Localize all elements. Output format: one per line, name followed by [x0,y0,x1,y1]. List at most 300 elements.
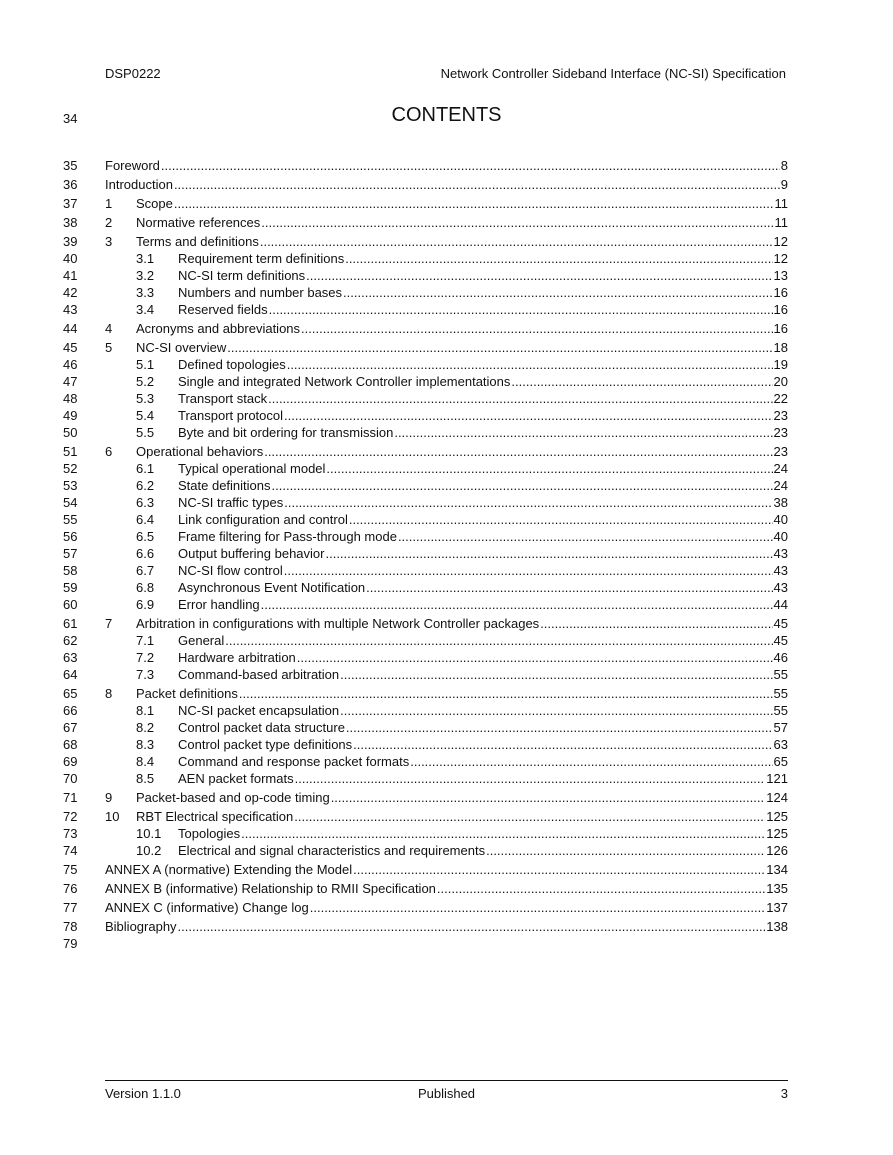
dot-leader [340,666,772,683]
toc-entry-page: 43 [773,546,788,561]
dot-leader [297,649,773,666]
toc-row [0,842,893,859]
toc-row [0,390,893,407]
toc-entry[interactable] [105,899,788,916]
toc-entry[interactable] [105,861,788,878]
toc-entry[interactable] [105,214,788,231]
dot-leader [284,562,773,579]
toc-entry-page: 40 [773,512,788,527]
toc-entry-page: 40 [773,529,788,544]
toc-entry-page: 124 [766,790,788,805]
toc-entry-number: 6.2 [136,478,155,493]
toc-entry[interactable] [105,176,788,193]
line-number: 41 [63,268,78,283]
toc-row [0,825,893,842]
toc-entry-page: 125 [766,826,788,841]
line-number: 44 [63,321,78,336]
line-number: 37 [63,196,78,211]
header-doc-id: DSP0222 [105,66,161,81]
dot-leader [264,443,772,460]
toc-entry-title: Hardware arbitration [178,650,296,665]
dot-leader [268,390,772,407]
toc-entry-title: Error handling [178,597,260,612]
toc-entry-page: 16 [773,321,788,336]
toc-entry[interactable] [136,562,788,579]
toc-entry[interactable] [105,615,788,632]
dot-leader [346,719,773,736]
dot-leader [343,284,773,301]
toc-entry-title: NC-SI packet encapsulation [178,703,340,718]
dot-leader [239,685,773,702]
toc-entry[interactable] [136,301,788,318]
table-of-contents [0,155,893,952]
dot-leader [349,511,773,528]
line-number: 68 [63,737,78,752]
toc-entry-number: 7.2 [136,650,155,665]
toc-entry-page: 11 [774,196,788,211]
toc-entry[interactable] [105,880,788,897]
dot-leader [540,615,772,632]
dot-leader [306,267,772,284]
dot-leader [366,579,772,596]
toc-entry-number: 7.3 [136,667,155,682]
line-number: 56 [63,529,78,544]
toc-row [0,753,893,770]
dot-leader [331,789,766,806]
line-number: 58 [63,563,78,578]
toc-entry[interactable] [136,825,788,842]
toc-entry[interactable] [136,373,788,390]
dot-leader [294,808,765,825]
dot-leader [287,356,773,373]
dot-leader [310,899,766,916]
dot-leader [260,233,773,250]
line-number: 66 [63,703,78,718]
dot-leader [284,407,773,424]
line-number: 47 [63,374,78,389]
toc-row [0,477,893,494]
toc-entry-title: Single and integrated Network Controller implementations [178,374,511,389]
toc-entry-title: Defined topologies [178,357,286,372]
toc-entry-page: 135 [766,881,788,896]
dot-leader [241,825,765,842]
toc-row [0,702,893,719]
line-number: 49 [63,408,78,423]
toc-entry-number: 5.5 [136,425,155,440]
toc-entry-page: 43 [773,563,788,578]
toc-row [0,407,893,424]
dot-leader [261,214,773,231]
toc-entry-page: 138 [766,919,788,934]
toc-row [0,460,893,477]
line-number: 79 [63,936,78,951]
toc-row [0,250,893,267]
toc-entry-title: ANNEX A (normative) Extending the Model [105,862,353,877]
toc-entry[interactable] [136,702,788,719]
dot-leader [261,596,773,613]
toc-entry[interactable] [105,233,788,250]
toc-entry-title: Normative references [136,215,261,230]
toc-entry-title: Typical operational model [178,461,326,476]
toc-row [0,356,893,373]
toc-row [0,685,893,702]
toc-entry-title: Transport stack [178,391,268,406]
toc-entry-number: 6.8 [136,580,155,595]
toc-entry-title: Reserved fields [178,302,268,317]
toc-entry-page: 45 [773,616,788,631]
line-number: 36 [63,177,78,192]
toc-entry[interactable] [105,789,788,806]
line-number: 48 [63,391,78,406]
toc-entry-page: 13 [773,268,788,283]
toc-entry-number: 10.1 [136,826,162,841]
toc-entry-number: 6.9 [136,597,155,612]
line-number: 46 [63,357,78,372]
toc-entry-title: Requirement term definitions [178,251,345,266]
toc-entry-page: 24 [773,461,788,476]
dot-leader [394,424,772,441]
toc-entry-title: Packet definitions [136,686,238,701]
toc-entry-number: 8.5 [136,771,155,786]
line-number: 57 [63,546,78,561]
page-title: CONTENTS [391,104,502,126]
toc-row [0,424,893,441]
toc-entry-number: 3.1 [136,251,155,266]
toc-entry-page: 134 [766,862,788,877]
toc-entry-number: 5.4 [136,408,155,423]
toc-entry[interactable] [136,424,788,441]
toc-entry-page: 16 [773,285,788,300]
toc-entry-page: 57 [773,720,788,735]
line-number: 55 [63,512,78,527]
line-number: 52 [63,461,78,476]
line-number: 50 [63,425,78,440]
toc-row [0,157,893,174]
title-line-number: 34 [63,111,78,126]
toc-entry[interactable] [136,632,788,649]
toc-entry[interactable] [136,494,788,511]
line-number: 75 [63,862,78,877]
toc-entry-title: Foreword [105,158,160,173]
toc-entry[interactable] [136,267,788,284]
toc-entry-page: 44 [773,597,788,612]
toc-row [0,195,893,212]
toc-entry-title: ANNEX B (informative) Relationship to RMII Specification [105,881,436,896]
toc-row [0,596,893,613]
toc-entry-title: Acronyms and abbreviations [136,321,301,336]
toc-row [0,320,893,337]
toc-entry[interactable] [136,649,788,666]
toc-entry-number: 7.1 [136,633,155,648]
toc-entry-number: 5.2 [136,374,155,389]
dot-leader [174,176,780,193]
toc-entry[interactable] [136,460,788,477]
toc-entry-page: 121 [766,771,788,786]
toc-entry[interactable] [136,511,788,528]
toc-entry-title: NC-SI flow control [178,563,283,578]
toc-row [0,214,893,231]
toc-entry[interactable] [136,545,788,562]
toc-row [0,770,893,787]
toc-entry-title: Operational behaviors [136,444,264,459]
line-number: 39 [63,234,78,249]
line-number: 69 [63,754,78,769]
toc-row [0,284,893,301]
dot-leader [178,918,766,935]
toc-row [0,918,893,935]
toc-row [0,789,893,806]
dot-leader [340,702,772,719]
dot-leader [301,320,773,337]
dot-leader [398,528,773,545]
toc-entry[interactable] [136,666,788,683]
toc-entry-page: 23 [773,425,788,440]
toc-entry-title: NC-SI traffic types [178,495,284,510]
toc-entry[interactable] [105,157,788,174]
toc-entry-page: 55 [773,686,788,701]
toc-entry[interactable] [136,356,788,373]
toc-entry-page: 55 [773,703,788,718]
toc-row [0,562,893,579]
line-number: 73 [63,826,78,841]
dot-leader [284,494,772,511]
toc-entry-page: 23 [773,444,788,459]
toc-entry-title: Arbitration in configurations with multiple Network Controller packages [136,616,540,631]
toc-entry-number: 5.3 [136,391,155,406]
dot-leader [325,545,772,562]
line-number: 64 [63,667,78,682]
line-number: 67 [63,720,78,735]
toc-entry-title: Control packet type definitions [178,737,353,752]
toc-entry[interactable] [136,842,788,859]
line-number: 38 [63,215,78,230]
toc-entry-title: NC-SI overview [136,340,227,355]
toc-entry-page: 55 [773,667,788,682]
toc-entry-title: Output buffering behavior [178,546,325,561]
dot-leader [295,770,766,787]
toc-row [0,545,893,562]
toc-entry-page: 45 [773,633,788,648]
toc-entry-page: 125 [766,809,788,824]
toc-entry-title: Numbers and number bases [178,285,343,300]
toc-entry-number: 2 [105,215,113,230]
toc-entry[interactable] [136,736,788,753]
dot-leader [161,157,780,174]
toc-row [0,373,893,390]
toc-entry-title: AEN packet formats [178,771,294,786]
toc-entry-number: 5.1 [136,357,155,372]
toc-entry-number: 7 [105,616,113,631]
toc-entry-page: 65 [773,754,788,769]
toc-entry-page: 19 [773,357,788,372]
dot-leader [227,339,772,356]
toc-entry[interactable] [105,339,788,356]
dot-leader [353,736,772,753]
toc-entry[interactable] [136,753,788,770]
toc-entry[interactable] [136,390,788,407]
line-number: 76 [63,881,78,896]
footer-status: Published [417,1086,476,1101]
toc-entry[interactable] [105,918,788,935]
toc-row [0,880,893,897]
line-number: 65 [63,686,78,701]
dot-leader [486,842,765,859]
line-number: 72 [63,809,78,824]
toc-entry-title: Topologies [178,826,241,841]
toc-entry-number: 4 [105,321,113,336]
toc-entry-title: Terms and definitions [136,234,259,249]
toc-entry-page: 16 [773,302,788,317]
toc-row [0,579,893,596]
toc-entry[interactable] [105,685,788,702]
toc-row [0,615,893,632]
toc-entry-page: 18 [773,340,788,355]
toc-entry-number: 1 [105,196,113,211]
toc-entry-number: 8.4 [136,754,155,769]
toc-entry-page: 12 [773,251,788,266]
toc-entry-title: General [178,633,225,648]
toc-entry[interactable] [136,407,788,424]
toc-entry-page: 12 [773,234,788,249]
toc-entry-title: RBT Electrical specification [136,809,294,824]
toc-entry-number: 9 [105,790,113,805]
line-number: 59 [63,580,78,595]
toc-entry[interactable] [105,320,788,337]
toc-row [0,666,893,683]
toc-entry-number: 6.7 [136,563,155,578]
header-doc-title: Network Controller Sideband Interface (NC-SI) Specification [440,66,786,81]
toc-entry-number: 6.4 [136,512,155,527]
line-number: 78 [63,919,78,934]
line-number: 63 [63,650,78,665]
line-number: 43 [63,302,78,317]
toc-entry-number: 6 [105,444,113,459]
toc-entry-page: 126 [766,843,788,858]
line-number: 40 [63,251,78,266]
toc-entry-title: Electrical and signal characteristics and requirements [178,843,486,858]
toc-entry[interactable] [136,770,788,787]
toc-entry-page: 24 [773,478,788,493]
toc-row [0,899,893,916]
toc-row [0,443,893,460]
toc-row [0,511,893,528]
toc-row [0,649,893,666]
toc-row [0,267,893,284]
toc-entry[interactable] [105,443,788,460]
toc-row [0,632,893,649]
toc-entry-page: 8 [780,158,788,173]
footer-divider [105,1080,788,1081]
toc-entry-number: 3.2 [136,268,155,283]
toc-entry-number: 10.2 [136,843,162,858]
toc-entry-number: 6.6 [136,546,155,561]
toc-entry-page: 23 [773,408,788,423]
toc-row [0,233,893,250]
toc-row [0,301,893,318]
toc-entry-title: Control packet data structure [178,720,345,735]
toc-entry[interactable] [136,477,788,494]
toc-entry-number: 5 [105,340,113,355]
line-number: 53 [63,478,78,493]
dot-leader [437,880,765,897]
line-number: 61 [63,616,78,631]
toc-row [0,719,893,736]
footer-page-number: 3 [780,1086,788,1101]
toc-row [0,528,893,545]
toc-entry-title: Bibliography [105,919,177,934]
toc-entry-title: Packet-based and op-code timing [136,790,330,805]
toc-entry-title: Command and response packet formats [178,754,410,769]
dot-leader [272,477,773,494]
line-number: 54 [63,495,78,510]
toc-entry-title: Scope [136,196,173,211]
toc-entry-title: Byte and bit ordering for transmission [178,425,394,440]
toc-entry-title: ANNEX C (informative) Change log [105,900,309,915]
toc-entry-title: Link configuration and control [178,512,348,527]
toc-entry-number: 8.2 [136,720,155,735]
toc-entry-title: Command-based arbitration [178,667,340,682]
toc-entry[interactable] [136,719,788,736]
toc-entry-title: NC-SI term definitions [178,268,306,283]
line-number: 45 [63,340,78,355]
dot-leader [174,195,774,212]
dot-leader [225,632,772,649]
toc-entry-title: Frame filtering for Pass-through mode [178,529,397,544]
toc-entry[interactable] [136,250,788,267]
line-number: 70 [63,771,78,786]
toc-entry-page: 38 [773,495,788,510]
toc-entry-number: 3.3 [136,285,155,300]
line-number: 71 [63,790,78,805]
dot-leader [410,753,772,770]
toc-entry-title: Introduction [105,177,173,192]
toc-entry[interactable] [105,195,788,212]
toc-entry[interactable] [105,808,788,825]
toc-entry-number: 3.4 [136,302,155,317]
toc-entry[interactable] [136,579,788,596]
line-number: 62 [63,633,78,648]
toc-entry-page: 22 [773,391,788,406]
footer-version: Version 1.1.0 [105,1086,181,1101]
dot-leader [345,250,772,267]
toc-entry[interactable] [136,596,788,613]
toc-entry-title: State definitions [178,478,271,493]
dot-leader [326,460,772,477]
toc-entry-number: 3 [105,234,113,249]
toc-entry-page: 9 [780,177,788,192]
line-number: 74 [63,843,78,858]
line-number: 42 [63,285,78,300]
line-number: 77 [63,900,78,915]
line-number: 35 [63,158,78,173]
dot-leader [269,301,773,318]
toc-row [0,736,893,753]
toc-row [0,808,893,825]
toc-row [0,861,893,878]
toc-entry-page: 137 [766,900,788,915]
toc-entry[interactable] [136,528,788,545]
toc-entry-number: 6.3 [136,495,155,510]
toc-entry[interactable] [136,284,788,301]
toc-entry-number: 8.1 [136,703,155,718]
toc-entry-number: 6.5 [136,529,155,544]
toc-row [0,935,893,952]
toc-entry-number: 6.1 [136,461,155,476]
toc-entry-number: 8.3 [136,737,155,752]
dot-leader [511,373,772,390]
toc-entry-page: 20 [773,374,788,389]
toc-entry-page: 63 [773,737,788,752]
